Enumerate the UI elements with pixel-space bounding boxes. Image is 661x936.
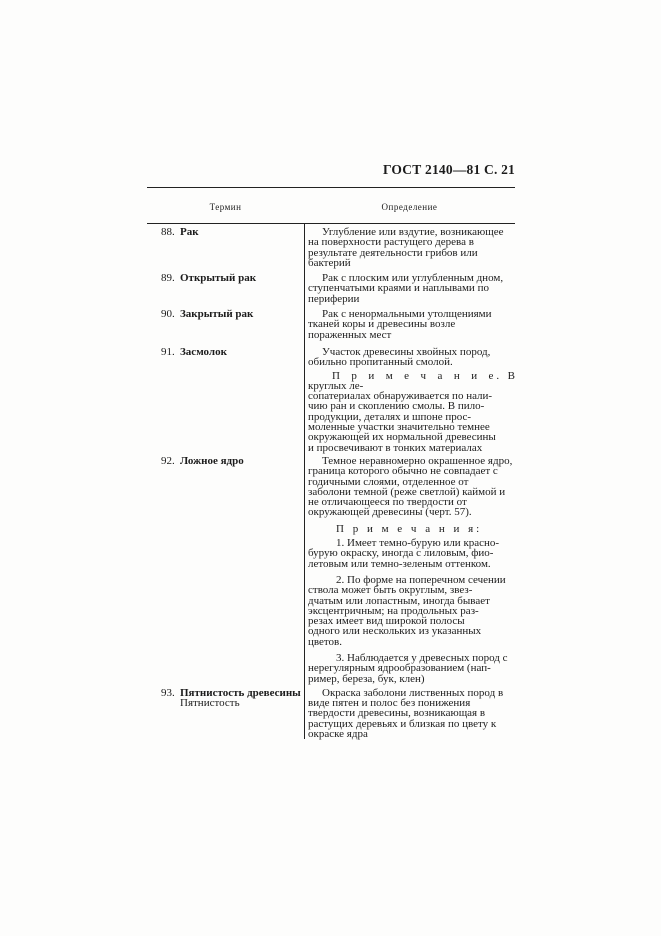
table-row: [147, 453, 515, 684]
terms-table: [147, 187, 515, 739]
column-header-definition: Определение: [381, 202, 438, 212]
note-line: цветов.: [308, 635, 343, 648]
note-line: нерегулярным ядрообразованием (нап-: [308, 662, 491, 675]
note-item: [308, 653, 515, 684]
definition-line: не отличающееся по твердости от: [308, 496, 467, 509]
note-line: чию ран и скоплению смолы. В пило-: [308, 400, 485, 413]
definition-line: заболони темной (реже светлой) каймой и: [308, 485, 506, 498]
definition-cell: [304, 688, 515, 739]
term-name: Открытый рак: [180, 272, 257, 285]
definition-cell: [304, 273, 515, 304]
note-line: 3. Наблюдается у древесных пород с: [336, 651, 508, 664]
term-number: 91.: [161, 345, 175, 358]
table-row: [147, 268, 515, 304]
definition-line: годичными слоями, отделенное от: [308, 475, 469, 488]
definition-line: [308, 371, 515, 392]
note-line: продукции, деталях и шпоне прос-: [308, 410, 472, 423]
term-cell: [147, 309, 304, 340]
definition-line: пораженных мест: [308, 328, 392, 341]
definition-line: ступенчатыми краями и наплывами по: [308, 282, 489, 295]
definition-line: периферии: [308, 292, 360, 305]
definition-line: Углубление или вздутие, возникающее: [322, 226, 504, 238]
definition-cell: [304, 456, 515, 684]
column-header-term: Термин: [209, 202, 242, 212]
table-body: [147, 224, 515, 739]
note-line: летовым или темно-зеленым оттенком.: [308, 557, 491, 570]
term-name: Закрытый рак: [180, 308, 254, 321]
notes-title-line: [308, 524, 515, 534]
term-number: 89.: [161, 272, 175, 285]
note-item: [308, 538, 515, 569]
definition-line: окраске ядра: [308, 728, 368, 741]
note-line: бурую окраску, иногда с лиловым, фио-: [308, 547, 494, 560]
definition-cell: [304, 227, 515, 268]
definition-line: обильно пропитанный смолой.: [308, 356, 453, 369]
note-item: [308, 575, 515, 647]
term-cell: [147, 227, 304, 268]
note-line: 1. Имеет темно-бурую или красно-: [336, 537, 500, 550]
term-number: 90.: [161, 308, 175, 321]
definition-line: Рак с плоским или углубленным дном,: [322, 272, 504, 285]
definition-line: Участок древесины хвойных пород,: [322, 345, 491, 358]
definition-line: граница которого обычно не совпадает с: [308, 465, 498, 478]
page-header: ГОСТ 2140—81 С. 21: [382, 162, 515, 177]
term-cell: [147, 688, 304, 739]
note-line: резах имеет вид широкой полосы: [308, 615, 465, 628]
note-line: ример, береза, бук, клен): [308, 672, 425, 685]
note-line: ствола может быть округлым, звез-: [308, 584, 473, 597]
table-row: [147, 684, 515, 739]
note-line: моленные участки значительно темнее: [308, 421, 490, 434]
note: [308, 371, 515, 453]
definition-line: окружающей древесины (черт. 57).: [308, 506, 472, 519]
definition-cell: [304, 347, 515, 453]
column-divider: [304, 224, 305, 739]
note-line: эксцентричным; на продольных раз-: [308, 604, 479, 617]
definition-cell: [304, 309, 515, 340]
note-line: окружающей их нормальной древесины: [308, 431, 496, 444]
term-name: Ложное ядро: [180, 454, 244, 467]
note-line: и просвечивают в тонких материалах: [308, 441, 483, 454]
term-name: Рак: [180, 226, 199, 238]
note-line: одного или нескольких из указанных: [308, 625, 482, 638]
notes: [308, 524, 515, 684]
definition-line: растущих деревьях и близкая по цвету к: [308, 717, 497, 730]
note-line: 2. По форме на поперечном сечении: [336, 573, 506, 586]
term-name: Засмолок: [180, 345, 227, 358]
term-cell: [147, 347, 304, 453]
table-row: [147, 224, 515, 268]
definition-line: на поверхности растущего дерева в: [308, 236, 474, 249]
definition-line: Темное неравномерно окрашенное ядро,: [322, 454, 513, 467]
definition-line: тканей коры и древесины возле: [308, 318, 456, 331]
note-title: П р и м е ч а н и е.: [332, 369, 503, 382]
term-number: 93.: [161, 686, 175, 699]
notes-title: П р и м е ч а н и я:: [336, 522, 483, 535]
table-row: [147, 340, 515, 453]
definition-line: Рак с ненормальными утолщениями: [322, 308, 492, 321]
term-cell: [147, 456, 304, 684]
term-cell: [147, 273, 304, 304]
table-row: [147, 304, 515, 340]
term-name: Пятнистость древесины: [180, 686, 301, 699]
note-line: дчатым или лопастным, иногда бывает: [308, 594, 490, 607]
definition-line: виде пятен и полос без понижения: [308, 697, 471, 710]
note-line: В круглых ле-: [308, 369, 515, 392]
definition-line: твердости древесины, возникающая в: [308, 707, 486, 720]
definition-line: Окраска заболони лиственных пород в: [322, 686, 504, 699]
term-number: 88.: [161, 226, 175, 238]
term-synonym: Пятнистость: [180, 697, 240, 710]
note-line: сопатериалах обнаруживается по нали-: [308, 390, 493, 403]
term-number: 92.: [161, 454, 175, 467]
definition-line: бактерий: [308, 256, 351, 269]
definition-line: результате деятельности грибов или: [308, 246, 478, 259]
table-header: [147, 187, 515, 224]
